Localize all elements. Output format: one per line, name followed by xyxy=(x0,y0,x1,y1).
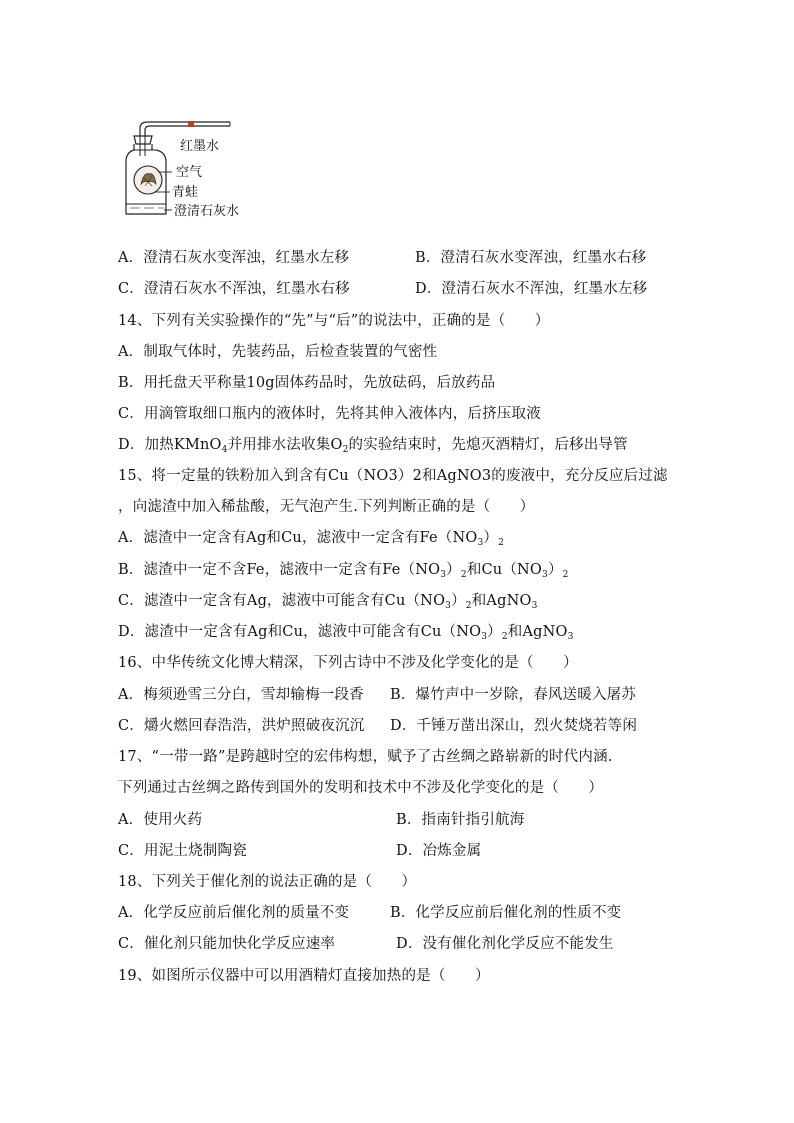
q14-option-c: C．用滴管取细口瓶内的液体时，先将其伸入液体内，后挤压取液 xyxy=(118,406,541,422)
frog-respiration-apparatus xyxy=(118,112,288,224)
q13-options-row-2 xyxy=(118,280,648,298)
q13-option-c: C．澄清石灰水不浑浊，红墨水右移 xyxy=(118,281,350,297)
q19-stem: 19、如图所示仪器中可以用酒精灯直接加热的是（ ） xyxy=(118,968,490,984)
q16-stem: 16、中华传统文化博大精深，下列古诗中不涉及化学变化的是（ ） xyxy=(118,655,578,671)
label-air: 空气 xyxy=(176,165,203,180)
q18-options-row-2 xyxy=(118,935,614,953)
q17-options-row-2 xyxy=(118,842,482,860)
q15-option-b: B．滤渣中一定不含Fe，滤液中一定含有$Fe(NO_3)_2$和$Cu(NO_3)_2$ xyxy=(118,562,569,580)
q16-option-d: D．千锤万凿出深山，烈火焚烧若等闲 xyxy=(390,718,638,734)
q17-option-b: B．指南针指引航海 xyxy=(396,812,525,828)
q18-option-c: C．催化剂只能加快化学反应速率 xyxy=(118,936,336,952)
q13-options-row-1 xyxy=(118,249,647,267)
q16-options-row-1 xyxy=(118,686,637,704)
q16-option-b: B．爆竹声中一岁除，春风送暖入屠苏 xyxy=(390,687,637,703)
label-red-ink: 红墨水 xyxy=(180,139,220,154)
q17-option-c: C．用泥土烧制陶瓷 xyxy=(118,843,247,859)
q13-option-b: B．澄清石灰水变浑浊，红墨水右移 xyxy=(415,250,647,266)
q14-option-b: B．用托盘天平称量10g固体药品时，先放砝码，后放药品 xyxy=(118,375,496,391)
q17-stem-line-1: 17、“一带一路”是跨越时空的宏伟构想，赋予了古丝绸之路崭新的时代内涵. xyxy=(118,749,613,765)
q15-option-c: C．滤渣中一定含有Ag，滤液中可能含有$Cu(NO_3)_2$和AgNO$_3$ xyxy=(118,593,538,611)
q15-option-a: A．滤渣中一定含有Ag和Cu，滤液中一定含有$Fe(NO_3)_2$ xyxy=(118,530,505,548)
q17-option-d: D．冶炼金属 xyxy=(396,843,482,859)
q18-option-d: D．没有催化剂化学反应不能发生 xyxy=(396,936,614,952)
q18-stem: 18、下列关于催化剂的说法正确的是（ ） xyxy=(118,874,417,890)
q18-option-a: A．化学反应前后催化剂的质量不变 xyxy=(118,905,350,921)
q18-option-b: B．化学反应前后催化剂的性质不变 xyxy=(390,905,622,921)
q15-stem-line-1: 15、将一定量的铁粉加入到含有Cu（NO3）2和AgNO3的废液中，充分反应后过滤 xyxy=(118,468,668,484)
q17-stem-line-2: 下列通过古丝绸之路传到国外的发明和技术中不涉及化学变化的是（ ） xyxy=(118,780,604,796)
q16-options-row-2 xyxy=(118,717,638,735)
label-frog: 青蛙 xyxy=(172,185,199,200)
q14-stem: 14、下列有关实验操作的“先”与“后”的说法中，正确的是（ ） xyxy=(118,313,550,329)
q13-option-a: A．澄清石灰水变浑浊，红墨水左移 xyxy=(118,250,350,266)
q14-option-d: D．加热KMnO$_4$并用排水法收集$O_2$的实验结束时，先熄灭酒精灯，后移出导管 xyxy=(118,437,628,455)
q17-option-a: A．使用火药 xyxy=(118,812,203,828)
label-limewater: 澄清石灰水 xyxy=(174,204,240,219)
red-ink-drop xyxy=(188,121,194,127)
q17-options-row-1 xyxy=(118,811,525,829)
q15-stem-line-2: ，向滤渣中加入稀盐酸，无气泡产生.下列判断正确的是（ ） xyxy=(118,499,535,515)
q13-option-d: D．澄清石灰水不浑浊，红墨水左移 xyxy=(415,281,648,297)
q15-option-d: D．滤渣中一定含有Ag和Cu，滤液中可能含有$Cu(NO_3)_2$和AgNO$_3$ xyxy=(118,624,574,642)
q18-options-row-1 xyxy=(118,904,622,922)
q14-option-a: A．制取气体时，先装药品，后检查装置的气密性 xyxy=(118,344,438,360)
q16-option-c: C．爝火燃回春浩浩，洪炉照破夜沉沉 xyxy=(118,718,365,734)
q16-option-a: A．梅须逊雪三分白，雪却输梅一段香 xyxy=(118,687,364,703)
